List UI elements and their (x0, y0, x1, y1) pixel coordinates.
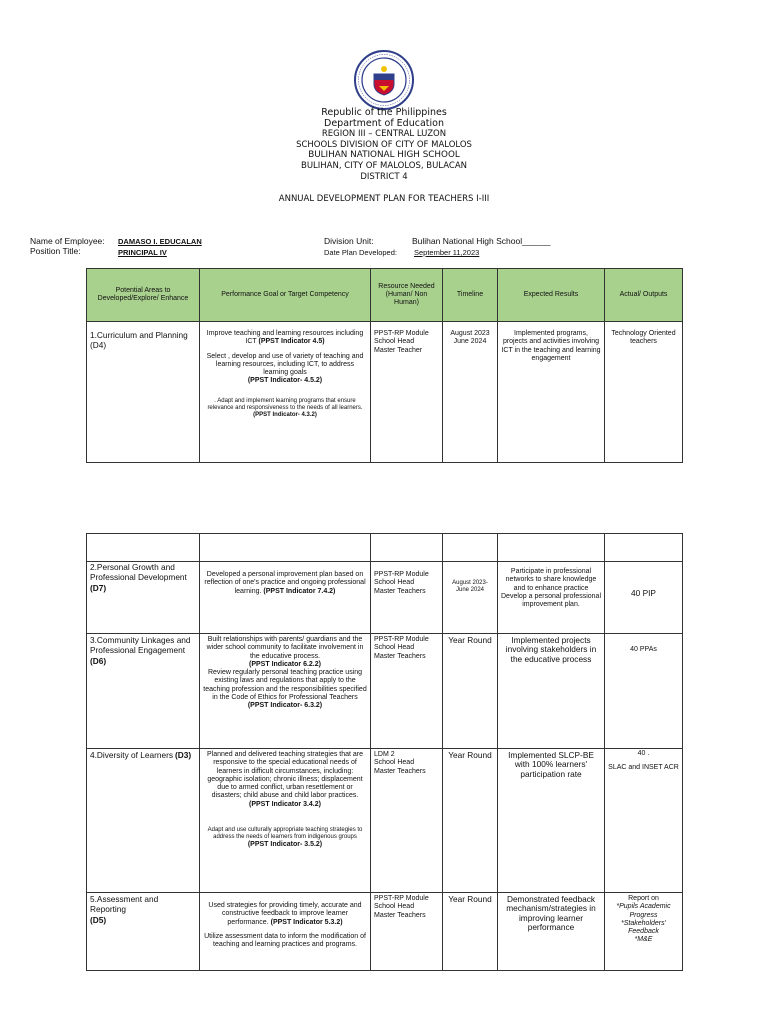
row3-expected: Implemented projects involving stakeholders in the educative process (498, 634, 605, 749)
row3-actual: 40 PPAs (605, 634, 683, 749)
date-label: Date Plan Developed: (324, 248, 397, 257)
row1-goal2: Select , develop and use of variety of teaching and learning resources, including ICT, to address learning goals (206, 352, 364, 377)
row4-goal1-indicator: (PPST Indicator 3.4.2) (249, 800, 321, 808)
name-label: Name of Employee: (30, 236, 105, 246)
division-label: Division Unit: (324, 236, 374, 246)
row3-resources: PPST-RP Module School Head Master Teachers (371, 634, 443, 749)
row3-timeline: Year Round (443, 634, 498, 749)
header-department: Department of Education (324, 117, 444, 129)
row5-timeline: Year Round (443, 893, 498, 971)
column-header-actual: Actual/ Outputs (605, 269, 683, 322)
row3-goal2-indicator: (PPST Indicator- 6.3.2) (247, 702, 323, 710)
position-label: Position Title: (30, 246, 81, 256)
row4-area-code: (D3) (174, 750, 192, 760)
row1-resources: PPST-RP Module School Head Master Teacher (371, 322, 443, 463)
row1-goal3: . Adapt and implement learning programs that ensure relevance and responsiveness to the needs of all learners. (207, 397, 363, 411)
division-value: Bulihan National High School______ (412, 236, 551, 246)
row1-goal1-indicator: (PPST Indicator 4.5) (258, 338, 325, 346)
row1-goal2-indicator: (PPST Indicator- 4.5.2) (247, 377, 323, 385)
row2-expected: Participate in professional networks to share knowledge and to enhance practice Develop a personal professional improvement plan. (498, 562, 605, 634)
row5-actual-outputs: *Pupils Academic Progress *Stakeholders' Feedback *M&E (616, 903, 671, 944)
position-value: PRINCIPAL IV (118, 248, 167, 257)
row4-goal1: Planned and delivered teaching strategies that are responsive to the special educational needs of learners in difficult circumstances, including: geographic isolation; chronic illness; displacement due to armed conflict, urban resettlement or disasters; child abuse and child labor practices. (206, 751, 364, 800)
row1-timeline: August 2023 June 2024 (443, 322, 498, 463)
row1-goal1: Improve teaching and learning resources including ICT (206, 330, 364, 346)
deped-seal (354, 50, 414, 110)
header-republic: Republic of the Philippines (321, 107, 447, 118)
header-division: SCHOOLS DIVISION OF CITY OF MALOLOS (296, 139, 472, 150)
header-region: REGION III – CENTRAL LUZON (321, 129, 447, 139)
row1-expected: Implemented programs, projects and activities involving ICT in the teaching and learning engagement (498, 322, 605, 463)
row5-goal2: Utilize assessment data to inform the modification of teaching and learning practices and programs. (204, 932, 366, 949)
row2-actual: 40 PIP (605, 562, 683, 634)
row1-area: 1.Curriculum and Planning (D4) (90, 330, 188, 351)
column-header-resources: Resource Needed (Human/ Non Human) (371, 269, 443, 322)
row5-goal1: Used strategies for providing timely, accurate and constructive feedback to improve learner performance. (208, 902, 362, 926)
row5-expected: Demonstrated feedback mechanism/strategies in improving learner performance (498, 893, 605, 971)
row3-goal2: Review regularly personal teaching practice using existing laws and regulations that apply to the teaching profession and the responsibilities specified in the Code of Ethics for Professional Teachers (203, 669, 367, 702)
row2-resources: PPST-RP Module School Head Master Teachers (371, 562, 443, 634)
column-header-expected: Expected Results (498, 269, 605, 322)
row1-goal3-indicator: (PPST Indicator- 4.3.2) (253, 411, 317, 418)
row2-goal-indicator: (PPST Indicator 7.4.2) (263, 587, 336, 595)
column-header-goal: Performance Goal or Target Competency (200, 269, 371, 322)
row1-actual: Technology Oriented teachers (605, 322, 683, 463)
row3-goal1: Built relationships with parents/ guardians and the wider school community to facilitate involvement in the educative process. (206, 636, 364, 660)
row5-actual-label: Report on (628, 895, 659, 902)
table-row (87, 893, 683, 971)
header-school: BULIHAN NATIONAL HIGH SCHOOL (308, 150, 460, 160)
header-address: BULIHAN, CITY OF MALOLOS, BULACAN (300, 161, 468, 171)
table-row (87, 322, 683, 463)
row2-area: 2.Personal Growth and Professional Development (90, 562, 187, 583)
row4-goal2: Adapt and use culturally appropriate teaching strategies to address the needs of learners from indigenous groups (207, 827, 363, 841)
row4-goal2-indicator: (PPST Indicator- 3.5.2) (247, 841, 323, 849)
header-district: DISTRICT 4 (360, 171, 408, 182)
row5-resources: PPST-RP Module School Head Master Teachers (371, 893, 443, 971)
row4-actual-outputs: SLAC and INSET ACR (608, 764, 679, 772)
column-header-areas: Potential Areas to Developed/Explore/ Enhance (87, 269, 200, 322)
table-row (87, 634, 683, 749)
table-row (87, 562, 683, 634)
row2-timeline: August 2023- June 2024 (443, 562, 498, 634)
row3-area: 3.Community Linkages and Professional Engagement (90, 635, 191, 656)
row5-goal1-indicator: (PPST Indicator 5.3.2) (270, 918, 343, 926)
row4-expected: Implemented SLCP-BE with 100% learners' participation rate (498, 749, 605, 893)
column-header-timeline: Timeline (443, 269, 498, 322)
row2-goal: Developed a personal improvement plan based on reflection of one's practice and ongoing professional learning. (204, 571, 366, 595)
row5-area-code: (D5) (90, 914, 107, 925)
row4-actual-count: 40 . (637, 750, 650, 757)
table-row (87, 749, 683, 893)
row3-area-code: (D6) (90, 655, 107, 666)
plan-table-page1 (86, 268, 683, 463)
date-value: September 11,2023 (414, 248, 480, 257)
row3-goal1-indicator: (PPST Indicator 6.2.2) (249, 660, 321, 668)
name-value: DAMASO I. EDUCALAN (118, 237, 202, 246)
row2-area-code: (D7) (90, 582, 107, 593)
document-title: ANNUAL DEVELOPMENT PLAN FOR TEACHERS I-III (278, 194, 490, 204)
row4-resources: LDM 2 School Head Master Teachers (371, 749, 443, 893)
row5-area: 5.Assessment and Reporting (90, 894, 159, 915)
row4-area: 4.Diversity of Learners (90, 750, 174, 760)
row4-timeline: Year Round (443, 749, 498, 893)
plan-table-page2 (86, 533, 683, 971)
